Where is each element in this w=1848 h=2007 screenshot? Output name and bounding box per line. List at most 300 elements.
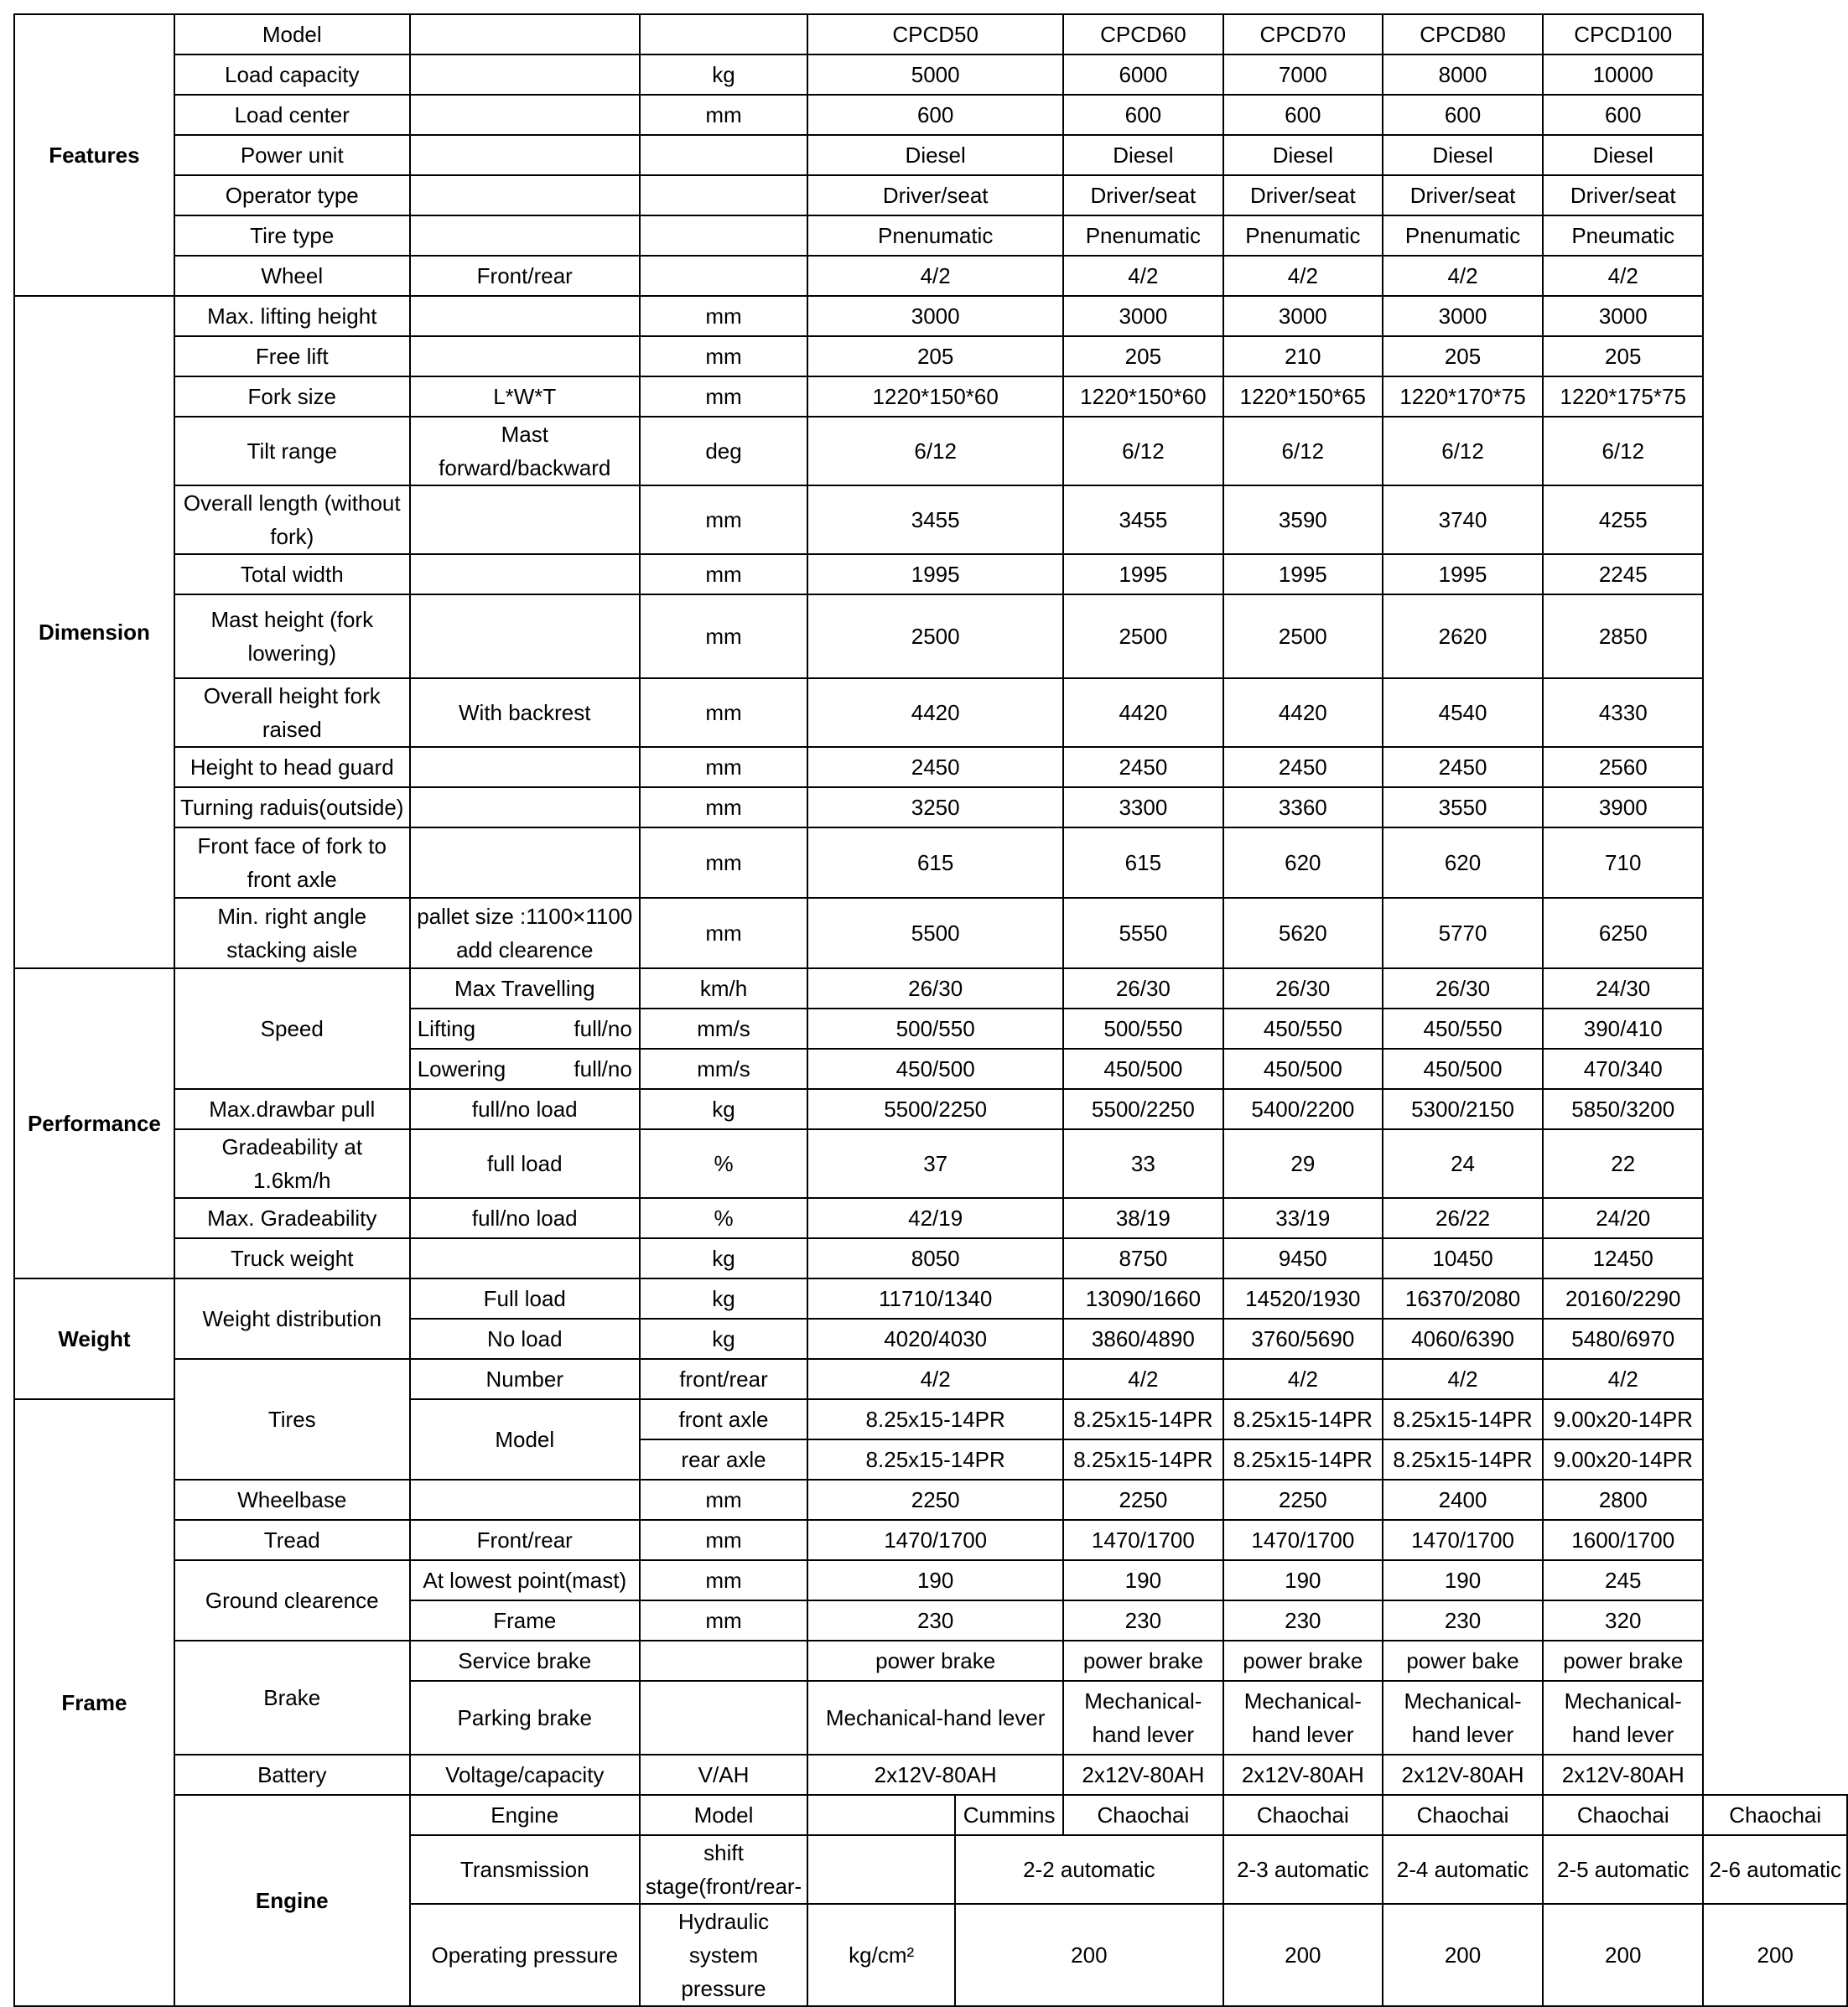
table-row	[14, 215, 1847, 256]
spec-table	[13, 13, 1848, 2007]
value-cpcd100: 390/410	[1543, 1009, 1703, 1049]
value-cpcd70: 6/12	[1223, 417, 1383, 485]
value-cpcd70: 1220*150*65	[1223, 376, 1383, 417]
condition-cell: pallet size :1100×1100 add clearence	[410, 898, 640, 968]
condition-cell: At lowest point(mast)	[410, 1560, 640, 1600]
unit-cell: mm	[640, 1560, 807, 1600]
value-cpcd70: 33/19	[1223, 1198, 1383, 1238]
value-cpcd60: 3300	[1063, 787, 1222, 827]
condition-cell: No load	[410, 1319, 640, 1359]
value-cpcd50-engine-b: Chaochai	[1063, 1795, 1222, 1835]
value-cpcd50: 5500	[807, 898, 1063, 968]
value-cpcd70: 7000	[1223, 54, 1383, 95]
value-cpcd60: 13090/1660	[1063, 1278, 1222, 1319]
condition-cell: Number	[410, 1359, 640, 1399]
item-cell: Max. lifting height	[174, 296, 410, 336]
value-cpcd100: 2800	[1543, 1480, 1703, 1520]
value-cpcd100: 2560	[1543, 747, 1703, 787]
value-cpcd100: 5850/3200	[1543, 1089, 1703, 1129]
table-row	[14, 1641, 1847, 1681]
table-row	[14, 14, 1847, 54]
table-row	[14, 1755, 1847, 1795]
value-cpcd60: Diesel	[1063, 135, 1222, 175]
value-cpcd70: 600	[1223, 95, 1383, 135]
condition-cell: Full load	[410, 1278, 640, 1319]
table-row	[14, 1238, 1847, 1278]
value-cpcd80: power bake	[1383, 1641, 1543, 1681]
table-row	[14, 747, 1847, 787]
value-cpcd80: 4/2	[1383, 1359, 1543, 1399]
value-cpcd70: 200	[1383, 1904, 1543, 2006]
value-cpcd100: 2245	[1543, 554, 1703, 594]
value-cpcd70: 1470/1700	[1223, 1520, 1383, 1560]
value-cpcd70: 1995	[1223, 554, 1383, 594]
item-cell: Load center	[174, 95, 410, 135]
unit-cell: kg	[640, 1278, 807, 1319]
value-cpcd100: 4255	[1543, 485, 1703, 554]
unit-cell: mm/s	[640, 1009, 807, 1049]
value-cpcd80: 3740	[1383, 485, 1543, 554]
value-cpcd50: 8050	[807, 1238, 1063, 1278]
value-cpcd80: 600	[1383, 95, 1543, 135]
value-cpcd50: 3455	[807, 485, 1063, 554]
item-cell: Min. right angle stacking aisle	[174, 898, 410, 968]
condition-cell: Parking brake	[410, 1681, 640, 1755]
value-cpcd70: 8.25x15-14PR	[1223, 1399, 1383, 1439]
value-cpcd100: 4330	[1543, 678, 1703, 747]
unit-cell: mm	[640, 336, 807, 376]
table-row	[14, 787, 1847, 827]
value-cpcd80: 450/550	[1383, 1009, 1543, 1049]
item-cell: Gradeability at 1.6km/h	[174, 1129, 410, 1198]
value-cpcd80: 1995	[1383, 554, 1543, 594]
unit-cell: mm	[640, 554, 807, 594]
value-cpcd60: 6/12	[1063, 417, 1222, 485]
value-cpcd80: 26/22	[1383, 1198, 1543, 1238]
item-cell: Overall length (without fork)	[174, 485, 410, 554]
value-cpcd80: 5770	[1383, 898, 1543, 968]
value-cpcd60: 1470/1700	[1063, 1520, 1222, 1560]
value-cpcd70: 210	[1223, 336, 1383, 376]
value-cpcd100: 9.00x20-14PR	[1543, 1439, 1703, 1480]
value-cpcd70: 2450	[1223, 747, 1383, 787]
value-cpcd100: 6/12	[1543, 417, 1703, 485]
value-cpcd50: 1470/1700	[807, 1520, 1063, 1560]
value-cpcd80: 200	[1543, 1904, 1703, 2006]
value-cpcd100: 24/20	[1543, 1198, 1703, 1238]
item-cell: Ground clearence	[174, 1560, 410, 1641]
value-cpcd80: 1470/1700	[1383, 1520, 1543, 1560]
table-row	[14, 376, 1847, 417]
condition-cell	[410, 1238, 640, 1278]
value-cpcd100: 3000	[1543, 296, 1703, 336]
item-cell: Wheel	[174, 256, 410, 296]
condition-cell: Service brake	[410, 1641, 640, 1681]
value-cpcd70: 2250	[1223, 1480, 1383, 1520]
value-cpcd50: 2x12V-80AH	[807, 1755, 1063, 1795]
condition-cell: shift stage(front/rear-	[640, 1835, 807, 1904]
value-cpcd70: 3590	[1223, 485, 1383, 554]
table-row	[14, 1129, 1847, 1198]
condition-cell	[410, 296, 640, 336]
condition-cell: Front/rear	[410, 256, 640, 296]
value-cpcd70: power brake	[1223, 1641, 1383, 1681]
unit-cell: mm	[640, 1480, 807, 1520]
value-cpcd80: 4060/6390	[1383, 1319, 1543, 1359]
value-cpcd80: 2400	[1383, 1480, 1543, 1520]
unit-cell: mm	[640, 827, 807, 898]
value-cpcd80: 5300/2150	[1383, 1089, 1543, 1129]
unit-cell: %	[640, 1198, 807, 1238]
unit-cell: kg	[640, 54, 807, 95]
value-cpcd60: 8.25x15-14PR	[1063, 1399, 1222, 1439]
value-cpcd50: 26/30	[807, 968, 1063, 1009]
value-cpcd70: 190	[1223, 1560, 1383, 1600]
unit-cell: mm	[640, 594, 807, 678]
condition-load-label: full/no	[574, 1056, 632, 1081]
value-cpcd100: Driver/seat	[1543, 175, 1703, 215]
item-cell: Overall height fork raised	[174, 678, 410, 747]
condition-cell	[410, 135, 640, 175]
item-cell: Truck weight	[174, 1238, 410, 1278]
value-cpcd100: 20160/2290	[1543, 1278, 1703, 1319]
spec-table-body	[14, 14, 1847, 2006]
table-row	[14, 1359, 1847, 1399]
value-cpcd60: 615	[1063, 827, 1222, 898]
table-row	[14, 678, 1847, 747]
item-cell: Mast height (fork lowering)	[174, 594, 410, 678]
item-cell: Brake	[174, 1641, 410, 1755]
value-cpcd60: Mechanical-hand lever	[1063, 1681, 1222, 1755]
value-cpcd50: 4020/4030	[807, 1319, 1063, 1359]
value-cpcd100: 3900	[1543, 787, 1703, 827]
unit-cell: mm	[640, 376, 807, 417]
value-cpcd50: 3250	[807, 787, 1063, 827]
value-cpcd100: 24/30	[1543, 968, 1703, 1009]
condition-cell	[410, 1480, 640, 1520]
value-cpcd60: 8750	[1063, 1238, 1222, 1278]
value-cpcd100: 9.00x20-14PR	[1543, 1399, 1703, 1439]
condition-cell: full/no load	[410, 1198, 640, 1238]
value-cpcd60: 5500/2250	[1063, 1089, 1222, 1129]
item-cell: Load capacity	[174, 54, 410, 95]
table-row	[14, 175, 1847, 215]
value-cpcd70: 8.25x15-14PR	[1223, 1439, 1383, 1480]
item-cell: Speed	[174, 968, 410, 1089]
value-cpcd100: 2x12V-80AH	[1543, 1755, 1703, 1795]
value-cpcd50: 205	[807, 336, 1063, 376]
table-row	[14, 336, 1847, 376]
value-cpcd80: 4540	[1383, 678, 1543, 747]
value-cpcd50: 4/2	[807, 1359, 1063, 1399]
value-cpcd70: 5400/2200	[1223, 1089, 1383, 1129]
table-row	[14, 1480, 1847, 1520]
value-cpcd80: 1220*170*75	[1383, 376, 1543, 417]
value-cpcd60: 3000	[1063, 296, 1222, 336]
value-cpcd50: 2450	[807, 747, 1063, 787]
unit-cell: %	[640, 1129, 807, 1198]
item-cell: Height to head guard	[174, 747, 410, 787]
value-cpcd60: 26/30	[1063, 968, 1222, 1009]
value-cpcd50: Pnenumatic	[807, 215, 1063, 256]
condition-cell	[410, 1009, 640, 1049]
value-cpcd60: 190	[1063, 1560, 1222, 1600]
value-cpcd60: Chaochai	[1223, 1795, 1383, 1835]
value-cpcd60: 38/19	[1063, 1198, 1222, 1238]
value-cpcd100: 4/2	[1543, 1359, 1703, 1399]
value-cpcd100: 12450	[1543, 1238, 1703, 1278]
condition-cell: Model	[640, 1795, 807, 1835]
value-cpcd70: Diesel	[1223, 135, 1383, 175]
condition-cell	[410, 485, 640, 554]
item-cell: Tires	[174, 1359, 410, 1480]
value-cpcd80: 2x12V-80AH	[1383, 1755, 1543, 1795]
value-cpcd60: 2500	[1063, 594, 1222, 678]
value-cpcd60: CPCD60	[1063, 14, 1222, 54]
item-cell: Model	[174, 14, 410, 54]
value-cpcd60: 1995	[1063, 554, 1222, 594]
value-cpcd100: 1220*175*75	[1543, 376, 1703, 417]
value-cpcd70: Chaochai	[1383, 1795, 1543, 1835]
value-cpcd100: Chaochai	[1703, 1795, 1847, 1835]
item-cell: Transmission	[410, 1835, 640, 1904]
unit-cell: kg	[640, 1319, 807, 1359]
value-cpcd60: 6000	[1063, 54, 1222, 95]
value-cpcd80: Driver/seat	[1383, 175, 1543, 215]
value-cpcd50: 2500	[807, 594, 1063, 678]
condition-cell	[410, 787, 640, 827]
value-cpcd80: 3550	[1383, 787, 1543, 827]
value-cpcd80: 8.25x15-14PR	[1383, 1399, 1543, 1439]
value-cpcd50: 450/500	[807, 1049, 1063, 1089]
unit-cell: km/h	[640, 968, 807, 1009]
value-cpcd50: 11710/1340	[807, 1278, 1063, 1319]
section-features: Features	[14, 14, 174, 296]
value-cpcd60: 450/500	[1063, 1049, 1222, 1089]
unit-cell: kg	[640, 1238, 807, 1278]
value-cpcd100: CPCD100	[1543, 14, 1703, 54]
condition-cell: Hydraulic system pressure	[640, 1904, 807, 2006]
value-cpcd100: 205	[1543, 336, 1703, 376]
condition-cell: With backrest	[410, 678, 640, 747]
value-cpcd60: Driver/seat	[1063, 175, 1222, 215]
value-cpcd70: 4/2	[1223, 256, 1383, 296]
item-cell: Power unit	[174, 135, 410, 175]
value-cpcd100: 22	[1543, 1129, 1703, 1198]
value-cpcd100: 470/340	[1543, 1049, 1703, 1089]
value-cpcd50: 2-2 automatic	[955, 1835, 1223, 1904]
value-cpcd50: 500/550	[807, 1009, 1063, 1049]
value-cpcd50: 190	[807, 1560, 1063, 1600]
item-cell: Tire type	[174, 215, 410, 256]
condition-cell	[410, 827, 640, 898]
value-cpcd50: 5500/2250	[807, 1089, 1063, 1129]
unit-cell	[640, 256, 807, 296]
value-cpcd70: 450/500	[1223, 1049, 1383, 1089]
condition-cell	[410, 554, 640, 594]
value-cpcd60: 500/550	[1063, 1009, 1222, 1049]
value-cpcd100: 320	[1543, 1600, 1703, 1641]
value-cpcd80: 4/2	[1383, 256, 1543, 296]
table-row	[14, 1198, 1847, 1238]
value-cpcd50: Driver/seat	[807, 175, 1063, 215]
table-row	[14, 1795, 1847, 1835]
unit-cell: front axle	[640, 1399, 807, 1439]
unit-cell: mm	[640, 747, 807, 787]
value-cpcd80: 205	[1383, 336, 1543, 376]
unit-cell: mm	[640, 898, 807, 968]
value-cpcd100: 6250	[1543, 898, 1703, 968]
value-cpcd50: 200	[955, 1904, 1223, 2006]
value-cpcd50: 1995	[807, 554, 1063, 594]
item-cell: Front face of fork to front axle	[174, 827, 410, 898]
value-cpcd60: 3455	[1063, 485, 1222, 554]
value-cpcd80: Diesel	[1383, 135, 1543, 175]
unit-cell: front/rear	[640, 1359, 807, 1399]
value-cpcd50: 6/12	[807, 417, 1063, 485]
value-cpcd80: 230	[1383, 1600, 1543, 1641]
condition-cell	[410, 594, 640, 678]
value-cpcd60: 600	[1063, 95, 1222, 135]
section-engine: Engine	[174, 1795, 410, 2006]
condition-load-label: full/no	[574, 1016, 632, 1041]
table-row	[14, 898, 1847, 968]
value-cpcd50: 230	[807, 1600, 1063, 1641]
value-cpcd60: Pnenumatic	[1063, 215, 1222, 256]
value-cpcd60: 230	[1063, 1600, 1222, 1641]
section-weight: Weight	[14, 1278, 174, 1399]
value-cpcd80: 6/12	[1383, 417, 1543, 485]
value-cpcd80: 26/30	[1383, 968, 1543, 1009]
value-cpcd80: Pnenumatic	[1383, 215, 1543, 256]
item-cell: Max.drawbar pull	[174, 1089, 410, 1129]
unit-cell	[640, 1641, 807, 1681]
value-cpcd70: 3760/5690	[1223, 1319, 1383, 1359]
condition-cell: Front/rear	[410, 1520, 640, 1560]
value-cpcd70: 2-4 automatic	[1383, 1835, 1543, 1904]
value-cpcd100: 245	[1543, 1560, 1703, 1600]
value-cpcd60: 8.25x15-14PR	[1063, 1439, 1222, 1480]
value-cpcd50: 8.25x15-14PR	[807, 1399, 1063, 1439]
condition-cell: L*W*T	[410, 376, 640, 417]
unit-cell	[640, 14, 807, 54]
value-cpcd80: 450/500	[1383, 1049, 1543, 1089]
item-cell: Tread	[174, 1520, 410, 1560]
unit-cell: kg	[640, 1089, 807, 1129]
unit-cell	[640, 215, 807, 256]
value-cpcd100: power brake	[1543, 1641, 1703, 1681]
item-cell: Battery	[174, 1755, 410, 1795]
value-cpcd50: CPCD50	[807, 14, 1063, 54]
item-cell: Total width	[174, 554, 410, 594]
value-cpcd50-engine-a: Cummins	[955, 1795, 1063, 1835]
table-row	[14, 554, 1847, 594]
table-row	[14, 135, 1847, 175]
condition-cell: full/no load	[410, 1089, 640, 1129]
item-cell: Engine	[410, 1795, 640, 1835]
item-cell: Turning raduis(outside)	[174, 787, 410, 827]
value-cpcd100: 5480/6970	[1543, 1319, 1703, 1359]
item-cell: Fork size	[174, 376, 410, 417]
value-cpcd70: 3360	[1223, 787, 1383, 827]
value-cpcd70: 230	[1223, 1600, 1383, 1641]
unit-cell: mm	[640, 485, 807, 554]
value-cpcd50: 3000	[807, 296, 1063, 336]
value-cpcd70: 5620	[1223, 898, 1383, 968]
value-cpcd100: 4/2	[1543, 256, 1703, 296]
value-cpcd60: power brake	[1063, 1641, 1222, 1681]
value-cpcd80: 8000	[1383, 54, 1543, 95]
value-cpcd100: 2-6 automatic	[1703, 1835, 1847, 1904]
table-row	[14, 417, 1847, 485]
value-cpcd100: Diesel	[1543, 135, 1703, 175]
value-cpcd70: CPCD70	[1223, 14, 1383, 54]
unit-cell: kg/cm²	[807, 1904, 955, 2006]
value-cpcd60: 2-3 automatic	[1223, 1835, 1383, 1904]
section-frame: Frame	[14, 1399, 174, 2006]
value-cpcd60: 3860/4890	[1063, 1319, 1222, 1359]
table-row	[14, 1520, 1847, 1560]
value-cpcd70: 29	[1223, 1129, 1383, 1198]
value-cpcd50: 4/2	[807, 256, 1063, 296]
value-cpcd70: 9450	[1223, 1238, 1383, 1278]
unit-cell: mm	[640, 296, 807, 336]
table-row	[14, 1089, 1847, 1129]
condition-cell: Voltage/capacity	[410, 1755, 640, 1795]
condition-cell	[410, 747, 640, 787]
value-cpcd70: Driver/seat	[1223, 175, 1383, 215]
value-cpcd80: 3000	[1383, 296, 1543, 336]
value-cpcd80: 2-5 automatic	[1543, 1835, 1703, 1904]
value-cpcd100: 600	[1543, 95, 1703, 135]
item-cell: Weight distribution	[174, 1278, 410, 1359]
value-cpcd60: 4/2	[1063, 256, 1222, 296]
value-cpcd50: 2250	[807, 1480, 1063, 1520]
value-cpcd50: 5000	[807, 54, 1063, 95]
table-row	[14, 827, 1847, 898]
condition-label: Lifting	[417, 1016, 476, 1041]
value-cpcd70: 26/30	[1223, 968, 1383, 1009]
value-cpcd100: 710	[1543, 827, 1703, 898]
value-cpcd100: 1600/1700	[1543, 1520, 1703, 1560]
unit-cell: mm	[640, 95, 807, 135]
value-cpcd60: 5550	[1063, 898, 1222, 968]
condition-cell	[410, 1049, 640, 1089]
item-cell: Max. Gradeability	[174, 1198, 410, 1238]
unit-cell: mm	[640, 1600, 807, 1641]
value-cpcd60: 205	[1063, 336, 1222, 376]
value-cpcd60: 4/2	[1063, 1359, 1222, 1399]
condition-label: Lowering	[417, 1056, 506, 1081]
value-cpcd60: 2450	[1063, 747, 1222, 787]
value-cpcd50: 1220*150*60	[807, 376, 1063, 417]
value-cpcd80: 8.25x15-14PR	[1383, 1439, 1543, 1480]
value-cpcd50: 4420	[807, 678, 1063, 747]
item-cell: Wheelbase	[174, 1480, 410, 1520]
value-cpcd100: 2850	[1543, 594, 1703, 678]
value-cpcd80: 2450	[1383, 747, 1543, 787]
value-cpcd80: 190	[1383, 1560, 1543, 1600]
value-cpcd70: Mechanical-hand lever	[1223, 1681, 1383, 1755]
unit-cell	[640, 175, 807, 215]
value-cpcd50: power brake	[807, 1641, 1063, 1681]
value-cpcd60: 1220*150*60	[1063, 376, 1222, 417]
value-cpcd100: Pneumatic	[1543, 215, 1703, 256]
value-cpcd60: 200	[1223, 1904, 1383, 2006]
table-row	[14, 968, 1847, 1009]
value-cpcd70: 2500	[1223, 594, 1383, 678]
value-cpcd100: Mechanical-hand lever	[1543, 1681, 1703, 1755]
